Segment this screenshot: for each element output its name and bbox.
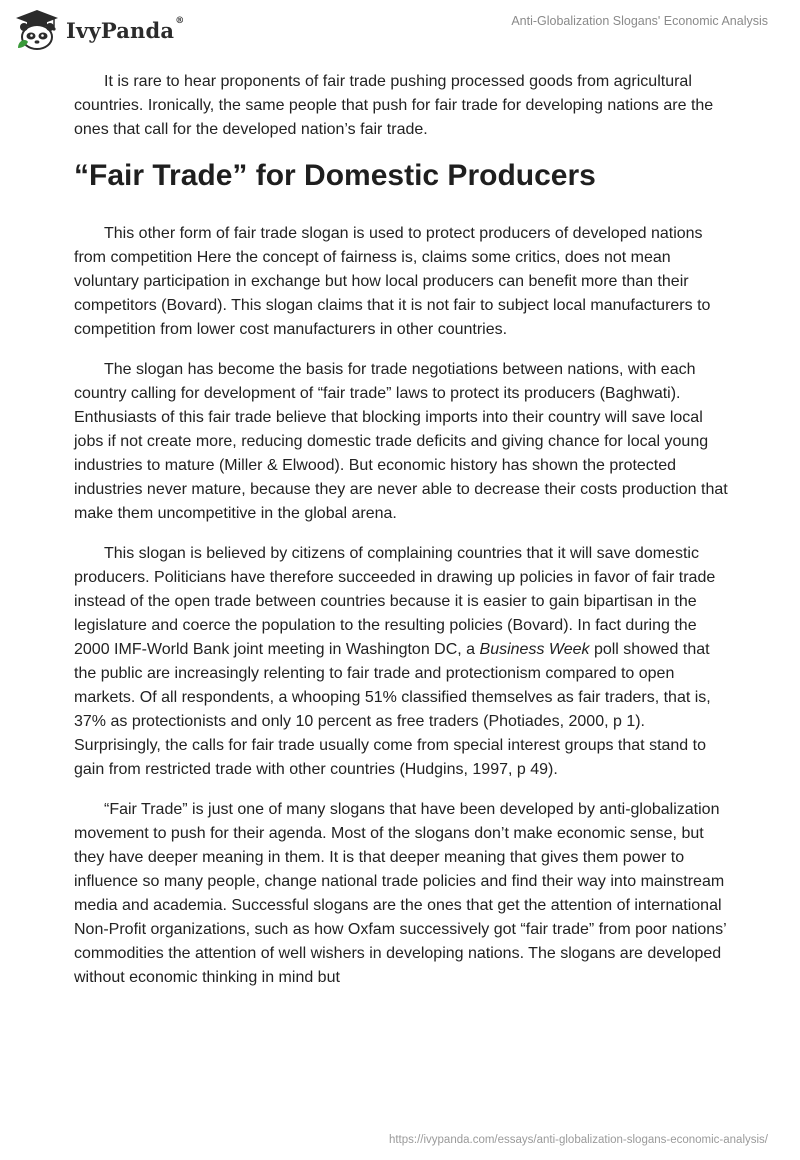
paragraph-2: This other form of fair trade slogan is used to protect producers of developed nations from competition Here the concept of fairness is, claims some critics, does not mean voluntary participation in exchange but how local producers can benefit more than their competitors (Bovard). This slogan claims that it is not fair to subject local manufacturers to competition from lower cost manufacturers in other countries. [74, 225, 711, 338]
paragraph-1: It is rare to hear proponents of fair trade pushing processed goods from agricultural countries. Ironically, the same people that push for fair trade for developing nations are the ones that call for the developed nation’s fair trade. [74, 73, 714, 138]
paragraph-3: The slogan has become the basis for trade negotiations between nations, with each country calling for development of “fair trade” laws to protect its producers (Baghwati). Enthusiasts of this fair trade believe that blocking imports into their country will save local jobs if not create more, reducing domestic trade deficits and giving chance for local young industries to mature (Miller & Elwood). But economic history has shown the protected industries never mature, because they are never able to decrease their costs production that make them uncompetitive in the global arena. [74, 361, 728, 522]
source-url[interactable]: https://ivypanda.com/essays/anti-globalization-slogans-economic-analysis/ [388, 1134, 768, 1146]
publication-title: Business Week [479, 641, 590, 658]
section-heading: “Fair Trade” for Domestic Producers [74, 159, 596, 192]
document-title: Anti-Globalization Slogans' Economic Analysis [511, 14, 768, 28]
paragraph-4 [74, 542, 734, 782]
paragraph-5: “Fair Trade” is just one of many slogans that have been developed by anti-globalization movement to push for their agenda. Most of the slogans don’t make economic sense, but they have deeper meaning in them. It is that deeper meaning that gives them power to influence so many people, change national trade policies and find their way into mainstream media and academia. Successful slogans are the ones that get the attention of international Non-Profit organizations, such as how Oxfam successively got “fair trade” from poor nations’ commodities the attention of well wishers in developing nations. The slogans are developed without economic thinking in mind but [74, 801, 727, 986]
page-header [0, 0, 800, 60]
ivypanda-logo[interactable] [14, 8, 184, 52]
essay-content [74, 70, 734, 1006]
registered-mark: ® [175, 15, 185, 26]
paragraph-4-part-b: poll showed that the public are increasingly relenting to fair trade and protectionism compared to open markets. Of all respondents, a whooping 51% classified themselves as fair traders, that is, 37% as protectionists and only 10 percent as free traders (Photiades, 2000, p 1). Surprisingly, the calls for fair trade usually come from special interest groups that stand to gain from restricted trade with other countries (Hudgins, 1997, p 49). [74, 641, 711, 778]
logo-wordmark: IvyPanda® [66, 15, 185, 43]
paragraph-4-part-a: This slogan is believed by citizens of complaining countries that it will save domestic producers. Politicians have therefore succeeded in drawing up policies in favor of fair trade instead of the open trade between countries because it is easier to gain bipartisan in the legislature and coerce the population to the resulting policies (Bovard). In fact during the 2000 IMF-World Bank joint meeting in Washington DC, a [74, 545, 716, 658]
panda-graduate-icon [14, 8, 60, 52]
